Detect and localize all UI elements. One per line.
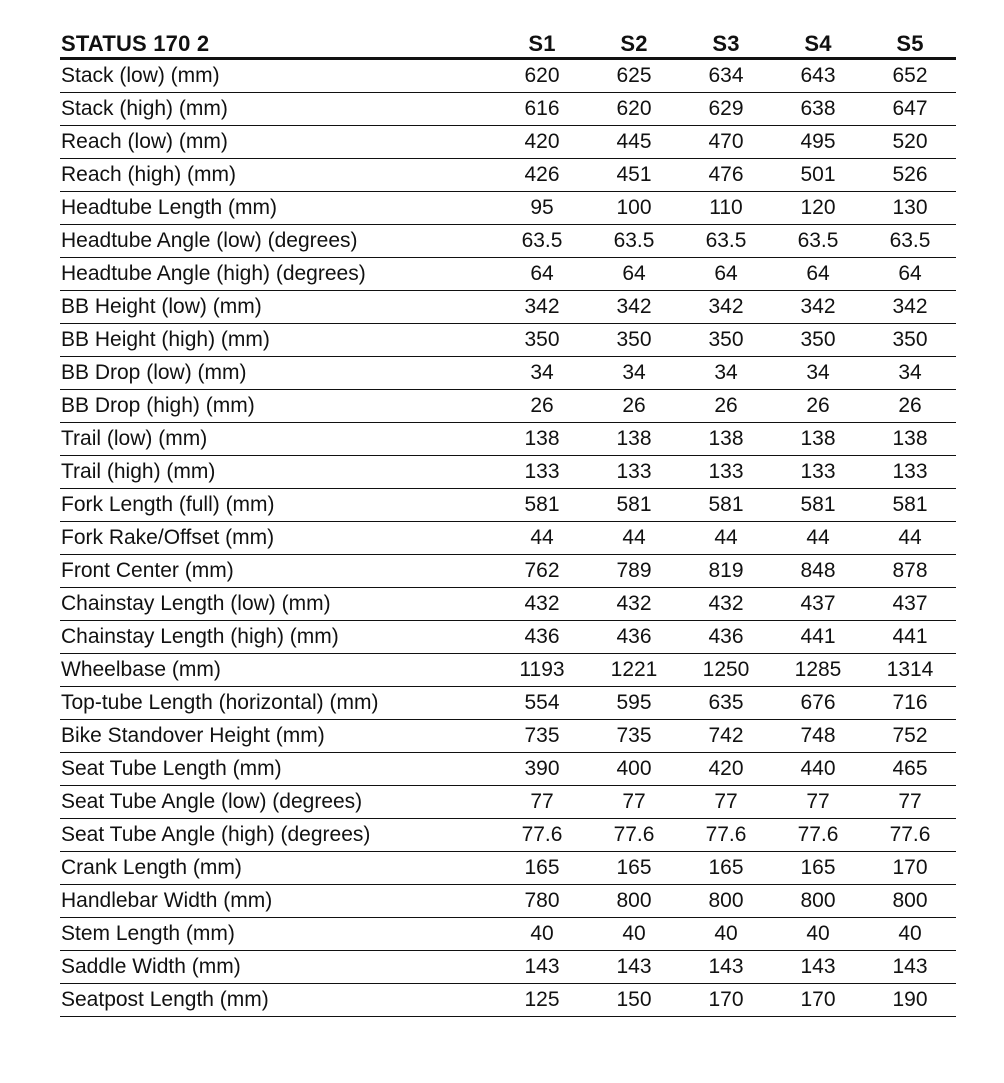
cell-value-s1: 143: [496, 951, 588, 984]
cell-value-s2: 436: [588, 621, 680, 654]
cell-value-s1: 616: [496, 93, 588, 126]
cell-value-s2: 595: [588, 687, 680, 720]
cell-value-s3: 629: [680, 93, 772, 126]
cell-value-s2: 165: [588, 852, 680, 885]
table-row: [60, 885, 956, 918]
cell-value-s3: 40: [680, 918, 772, 951]
cell-value-s3: 133: [680, 456, 772, 489]
cell-value-s3: 77: [680, 786, 772, 819]
cell-value-s3: 44: [680, 522, 772, 555]
cell-value-s5: 143: [864, 951, 956, 984]
table-row: [60, 258, 956, 291]
table-row: [60, 59, 956, 93]
cell-value-s4: 441: [772, 621, 864, 654]
table-row: [60, 918, 956, 951]
cell-value-s4: 40: [772, 918, 864, 951]
row-label: Reach (low) (mm): [60, 126, 496, 159]
table-row: [60, 126, 956, 159]
cell-value-s3: 26: [680, 390, 772, 423]
cell-value-s2: 100: [588, 192, 680, 225]
row-label: Seat Tube Length (mm): [60, 753, 496, 786]
cell-value-s5: 26: [864, 390, 956, 423]
cell-value-s4: 643: [772, 59, 864, 93]
cell-value-s2: 1221: [588, 654, 680, 687]
cell-value-s5: 63.5: [864, 225, 956, 258]
table-row: [60, 687, 956, 720]
table-row: [60, 720, 956, 753]
cell-value-s1: 735: [496, 720, 588, 753]
cell-value-s3: 581: [680, 489, 772, 522]
row-label: Headtube Angle (low) (degrees): [60, 225, 496, 258]
row-label: BB Height (low) (mm): [60, 291, 496, 324]
cell-value-s4: 437: [772, 588, 864, 621]
table-title: STATUS 170 2: [60, 26, 496, 59]
cell-value-s2: 133: [588, 456, 680, 489]
row-label: BB Height (high) (mm): [60, 324, 496, 357]
cell-value-s1: 64: [496, 258, 588, 291]
cell-value-s3: 350: [680, 324, 772, 357]
cell-value-s4: 44: [772, 522, 864, 555]
cell-value-s4: 1285: [772, 654, 864, 687]
cell-value-s5: 1314: [864, 654, 956, 687]
cell-value-s1: 581: [496, 489, 588, 522]
size-header-s2: S2: [588, 26, 680, 59]
cell-value-s4: 440: [772, 753, 864, 786]
cell-value-s1: 780: [496, 885, 588, 918]
cell-value-s4: 748: [772, 720, 864, 753]
cell-value-s3: 635: [680, 687, 772, 720]
cell-value-s1: 63.5: [496, 225, 588, 258]
cell-value-s5: 77.6: [864, 819, 956, 852]
cell-value-s3: 1250: [680, 654, 772, 687]
row-label: Seat Tube Angle (low) (degrees): [60, 786, 496, 819]
row-label: Trail (low) (mm): [60, 423, 496, 456]
cell-value-s2: 800: [588, 885, 680, 918]
table-row: [60, 984, 956, 1017]
table-row: [60, 324, 956, 357]
cell-value-s5: 34: [864, 357, 956, 390]
cell-value-s5: 138: [864, 423, 956, 456]
cell-value-s3: 742: [680, 720, 772, 753]
row-label: BB Drop (high) (mm): [60, 390, 496, 423]
cell-value-s5: 130: [864, 192, 956, 225]
header-row: [60, 26, 956, 59]
cell-value-s4: 800: [772, 885, 864, 918]
size-header-s5: S5: [864, 26, 956, 59]
cell-value-s3: 634: [680, 59, 772, 93]
cell-value-s5: 350: [864, 324, 956, 357]
row-label: Chainstay Length (high) (mm): [60, 621, 496, 654]
cell-value-s3: 342: [680, 291, 772, 324]
cell-value-s2: 342: [588, 291, 680, 324]
cell-value-s1: 34: [496, 357, 588, 390]
cell-value-s4: 143: [772, 951, 864, 984]
table-row: [60, 489, 956, 522]
cell-value-s5: 190: [864, 984, 956, 1017]
cell-value-s2: 625: [588, 59, 680, 93]
row-label: Bike Standover Height (mm): [60, 720, 496, 753]
row-label: Fork Rake/Offset (mm): [60, 522, 496, 555]
cell-value-s4: 495: [772, 126, 864, 159]
cell-value-s3: 819: [680, 555, 772, 588]
table-row: [60, 159, 956, 192]
cell-value-s3: 77.6: [680, 819, 772, 852]
cell-value-s4: 120: [772, 192, 864, 225]
cell-value-s2: 581: [588, 489, 680, 522]
table-row: [60, 456, 956, 489]
cell-value-s3: 138: [680, 423, 772, 456]
table-row: [60, 852, 956, 885]
cell-value-s5: 652: [864, 59, 956, 93]
cell-value-s3: 800: [680, 885, 772, 918]
row-label: Top-tube Length (horizontal) (mm): [60, 687, 496, 720]
cell-value-s3: 34: [680, 357, 772, 390]
cell-value-s2: 64: [588, 258, 680, 291]
cell-value-s5: 64: [864, 258, 956, 291]
row-label: Crank Length (mm): [60, 852, 496, 885]
cell-value-s5: 465: [864, 753, 956, 786]
table-row: [60, 291, 956, 324]
cell-value-s1: 133: [496, 456, 588, 489]
table-row: [60, 555, 956, 588]
geometry-table-body: [60, 59, 956, 1017]
cell-value-s5: 441: [864, 621, 956, 654]
cell-value-s3: 476: [680, 159, 772, 192]
row-label: Seat Tube Angle (high) (degrees): [60, 819, 496, 852]
table-row: [60, 654, 956, 687]
cell-value-s4: 676: [772, 687, 864, 720]
geometry-table-header: [60, 26, 956, 59]
cell-value-s1: 40: [496, 918, 588, 951]
cell-value-s3: 420: [680, 753, 772, 786]
table-row: [60, 621, 956, 654]
row-label: Stack (high) (mm): [60, 93, 496, 126]
cell-value-s1: 26: [496, 390, 588, 423]
geometry-table: [60, 26, 956, 1017]
cell-value-s5: 526: [864, 159, 956, 192]
table-row: [60, 588, 956, 621]
cell-value-s3: 143: [680, 951, 772, 984]
cell-value-s4: 77.6: [772, 819, 864, 852]
table-row: [60, 753, 956, 786]
cell-value-s2: 400: [588, 753, 680, 786]
cell-value-s1: 165: [496, 852, 588, 885]
cell-value-s3: 470: [680, 126, 772, 159]
cell-value-s2: 143: [588, 951, 680, 984]
cell-value-s4: 638: [772, 93, 864, 126]
cell-value-s4: 64: [772, 258, 864, 291]
cell-value-s5: 800: [864, 885, 956, 918]
cell-value-s1: 390: [496, 753, 588, 786]
cell-value-s5: 44: [864, 522, 956, 555]
cell-value-s2: 34: [588, 357, 680, 390]
table-row: [60, 786, 956, 819]
row-label: Reach (high) (mm): [60, 159, 496, 192]
cell-value-s5: 878: [864, 555, 956, 588]
cell-value-s5: 716: [864, 687, 956, 720]
cell-value-s4: 170: [772, 984, 864, 1017]
cell-value-s3: 170: [680, 984, 772, 1017]
table-row: [60, 225, 956, 258]
size-header-s3: S3: [680, 26, 772, 59]
cell-value-s5: 752: [864, 720, 956, 753]
cell-value-s2: 451: [588, 159, 680, 192]
cell-value-s2: 445: [588, 126, 680, 159]
cell-value-s2: 138: [588, 423, 680, 456]
cell-value-s1: 138: [496, 423, 588, 456]
cell-value-s2: 620: [588, 93, 680, 126]
cell-value-s4: 501: [772, 159, 864, 192]
row-label: Stem Length (mm): [60, 918, 496, 951]
cell-value-s5: 77: [864, 786, 956, 819]
row-label: BB Drop (low) (mm): [60, 357, 496, 390]
cell-value-s5: 342: [864, 291, 956, 324]
cell-value-s5: 437: [864, 588, 956, 621]
cell-value-s2: 26: [588, 390, 680, 423]
cell-value-s1: 77: [496, 786, 588, 819]
cell-value-s3: 165: [680, 852, 772, 885]
cell-value-s2: 789: [588, 555, 680, 588]
cell-value-s5: 520: [864, 126, 956, 159]
cell-value-s1: 125: [496, 984, 588, 1017]
cell-value-s5: 581: [864, 489, 956, 522]
cell-value-s5: 40: [864, 918, 956, 951]
cell-value-s1: 350: [496, 324, 588, 357]
cell-value-s4: 77: [772, 786, 864, 819]
row-label: Headtube Angle (high) (degrees): [60, 258, 496, 291]
cell-value-s1: 420: [496, 126, 588, 159]
cell-value-s2: 432: [588, 588, 680, 621]
cell-value-s1: 44: [496, 522, 588, 555]
cell-value-s1: 436: [496, 621, 588, 654]
row-label: Wheelbase (mm): [60, 654, 496, 687]
cell-value-s3: 110: [680, 192, 772, 225]
row-label: Headtube Length (mm): [60, 192, 496, 225]
row-label: Front Center (mm): [60, 555, 496, 588]
cell-value-s5: 133: [864, 456, 956, 489]
row-label: Saddle Width (mm): [60, 951, 496, 984]
cell-value-s4: 133: [772, 456, 864, 489]
table-row: [60, 951, 956, 984]
cell-value-s2: 735: [588, 720, 680, 753]
cell-value-s5: 647: [864, 93, 956, 126]
cell-value-s2: 63.5: [588, 225, 680, 258]
row-label: Trail (high) (mm): [60, 456, 496, 489]
cell-value-s4: 350: [772, 324, 864, 357]
table-row: [60, 93, 956, 126]
cell-value-s3: 63.5: [680, 225, 772, 258]
table-row: [60, 423, 956, 456]
cell-value-s5: 170: [864, 852, 956, 885]
table-row: [60, 390, 956, 423]
cell-value-s4: 34: [772, 357, 864, 390]
cell-value-s1: 620: [496, 59, 588, 93]
cell-value-s1: 762: [496, 555, 588, 588]
cell-value-s4: 26: [772, 390, 864, 423]
cell-value-s1: 77.6: [496, 819, 588, 852]
cell-value-s3: 436: [680, 621, 772, 654]
cell-value-s2: 350: [588, 324, 680, 357]
cell-value-s3: 432: [680, 588, 772, 621]
size-header-s4: S4: [772, 26, 864, 59]
cell-value-s4: 165: [772, 852, 864, 885]
cell-value-s4: 63.5: [772, 225, 864, 258]
row-label: Chainstay Length (low) (mm): [60, 588, 496, 621]
cell-value-s2: 77.6: [588, 819, 680, 852]
cell-value-s2: 77: [588, 786, 680, 819]
cell-value-s2: 40: [588, 918, 680, 951]
cell-value-s1: 432: [496, 588, 588, 621]
row-label: Seatpost Length (mm): [60, 984, 496, 1017]
row-label: Handlebar Width (mm): [60, 885, 496, 918]
cell-value-s2: 150: [588, 984, 680, 1017]
cell-value-s1: 1193: [496, 654, 588, 687]
cell-value-s1: 342: [496, 291, 588, 324]
table-row: [60, 357, 956, 390]
row-label: Fork Length (full) (mm): [60, 489, 496, 522]
cell-value-s3: 64: [680, 258, 772, 291]
cell-value-s4: 138: [772, 423, 864, 456]
cell-value-s1: 554: [496, 687, 588, 720]
table-row: [60, 192, 956, 225]
cell-value-s1: 95: [496, 192, 588, 225]
size-header-s1: S1: [496, 26, 588, 59]
row-label: Stack (low) (mm): [60, 59, 496, 93]
cell-value-s2: 44: [588, 522, 680, 555]
table-row: [60, 522, 956, 555]
table-row: [60, 819, 956, 852]
cell-value-s1: 426: [496, 159, 588, 192]
cell-value-s4: 581: [772, 489, 864, 522]
cell-value-s4: 342: [772, 291, 864, 324]
cell-value-s4: 848: [772, 555, 864, 588]
